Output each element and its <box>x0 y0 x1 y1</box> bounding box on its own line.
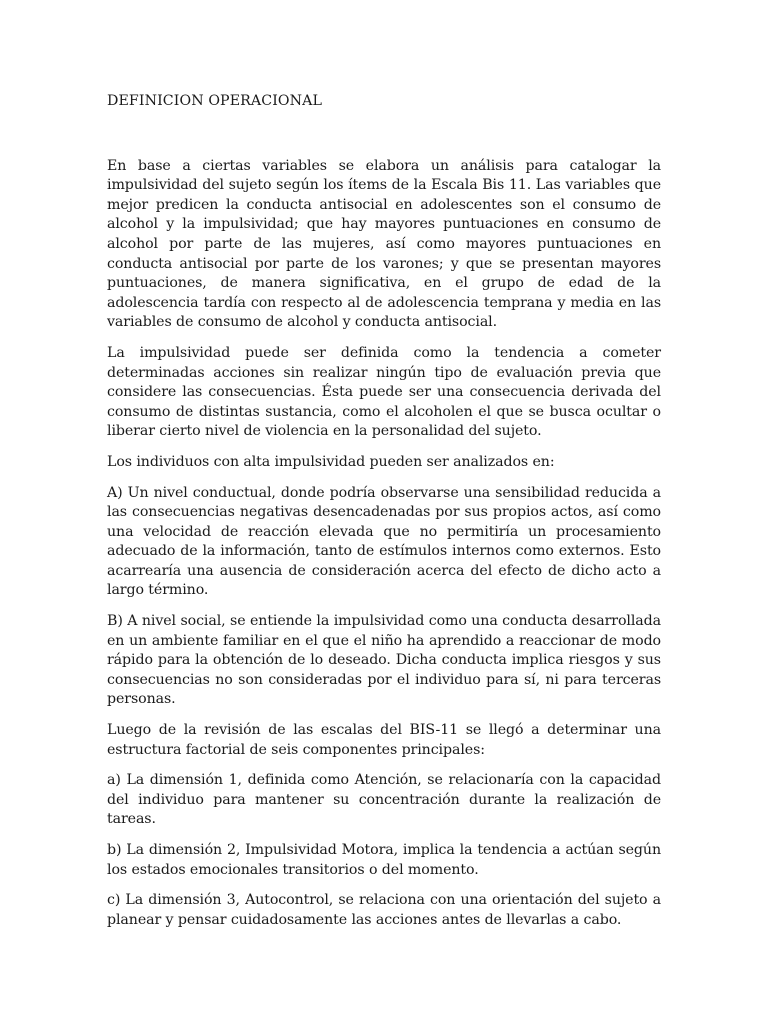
paragraph-estructura-factorial: Luego de la revisión de las escalas del BIS-11 se llegó a determinar una estructura factorial de seis componentes principales: <box>107 722 661 758</box>
paragraph-impulsividad-definicion: La impulsividad puede ser definida como la tendencia a cometer determinadas acciones sin realizar ningún tipo de evaluación previa que considere las consecuencias. Ésta puede ser una consecuencia derivada del consumo de distintas sustancia, como el alcoholen el que se busca ocultar o liberar cierto nivel de violencia en la personalidad del sujeto. <box>107 344 661 440</box>
paragraph-nivel-social: B) A nivel social, se entiende la impulsividad como una conducta desarrollada en un ambiente familiar en el que el niño ha aprendido a reaccionar de modo rápido para la obtención de lo deseado. Dicha conducta implica riesgos y sus consecuencias no son consideradas por el individuo para sí, ni para terceras personas. <box>107 613 661 708</box>
paragraph-nivel-conductual: A) Un nivel conductual, donde podría observarse una sensibilidad reducida a las consecuencias negativas desencadenadas por sus propios actos, así como una velocidad de reacción elevada que no permitiría un procesamiento adecuado de la información, tanto de estímulos internos como externos. Esto acarrearía una ausencia de consideración acerca del efecto de dicho acto a largo término. <box>107 484 661 599</box>
document-title: DEFINICION OPERACIONAL <box>107 93 323 109</box>
paragraph-dimension-2: b) La dimensión 2, Impulsividad Motora, implica la tendencia a actúan según los estados emocionales transitorios o del momento. <box>107 842 661 878</box>
paragraph-intro: En base a ciertas variables se elabora un análisis para catalogar la impulsividad del sujeto según los ítems de la Escala Bis 11. Las variables que mejor predicen la conducta antisocial en adolescentes son el consumo de alcohol y la impulsividad; que hay mayores puntuaciones en consumo de alcohol por parte de las mujeres, así como mayores puntuaciones en conducta antisocial por parte de los varones; y que se presentan mayores puntuaciones, de manera significativa, en el grupo de edad de la adolescencia tardía con respecto al de adolescencia temprana y media en las variables de consumo de alcohol y conducta antisocial. <box>107 157 661 331</box>
paragraph-analisis-intro: Los individuos con alta impulsividad pueden ser analizados en: <box>107 453 555 470</box>
document-page <box>107 92 661 941</box>
paragraph-dimension-1: a) La dimensión 1, definida como Atención, se relacionaría con la capacidad del individuo para mantener su concentración durante la realización de tareas. <box>107 772 661 828</box>
paragraph-dimension-3: c) La dimensión 3, Autocontrol, se relaciona con una orientación del sujeto a planear y pensar cuidadosamente las acciones antes de llevarlas a cabo. <box>107 892 661 928</box>
